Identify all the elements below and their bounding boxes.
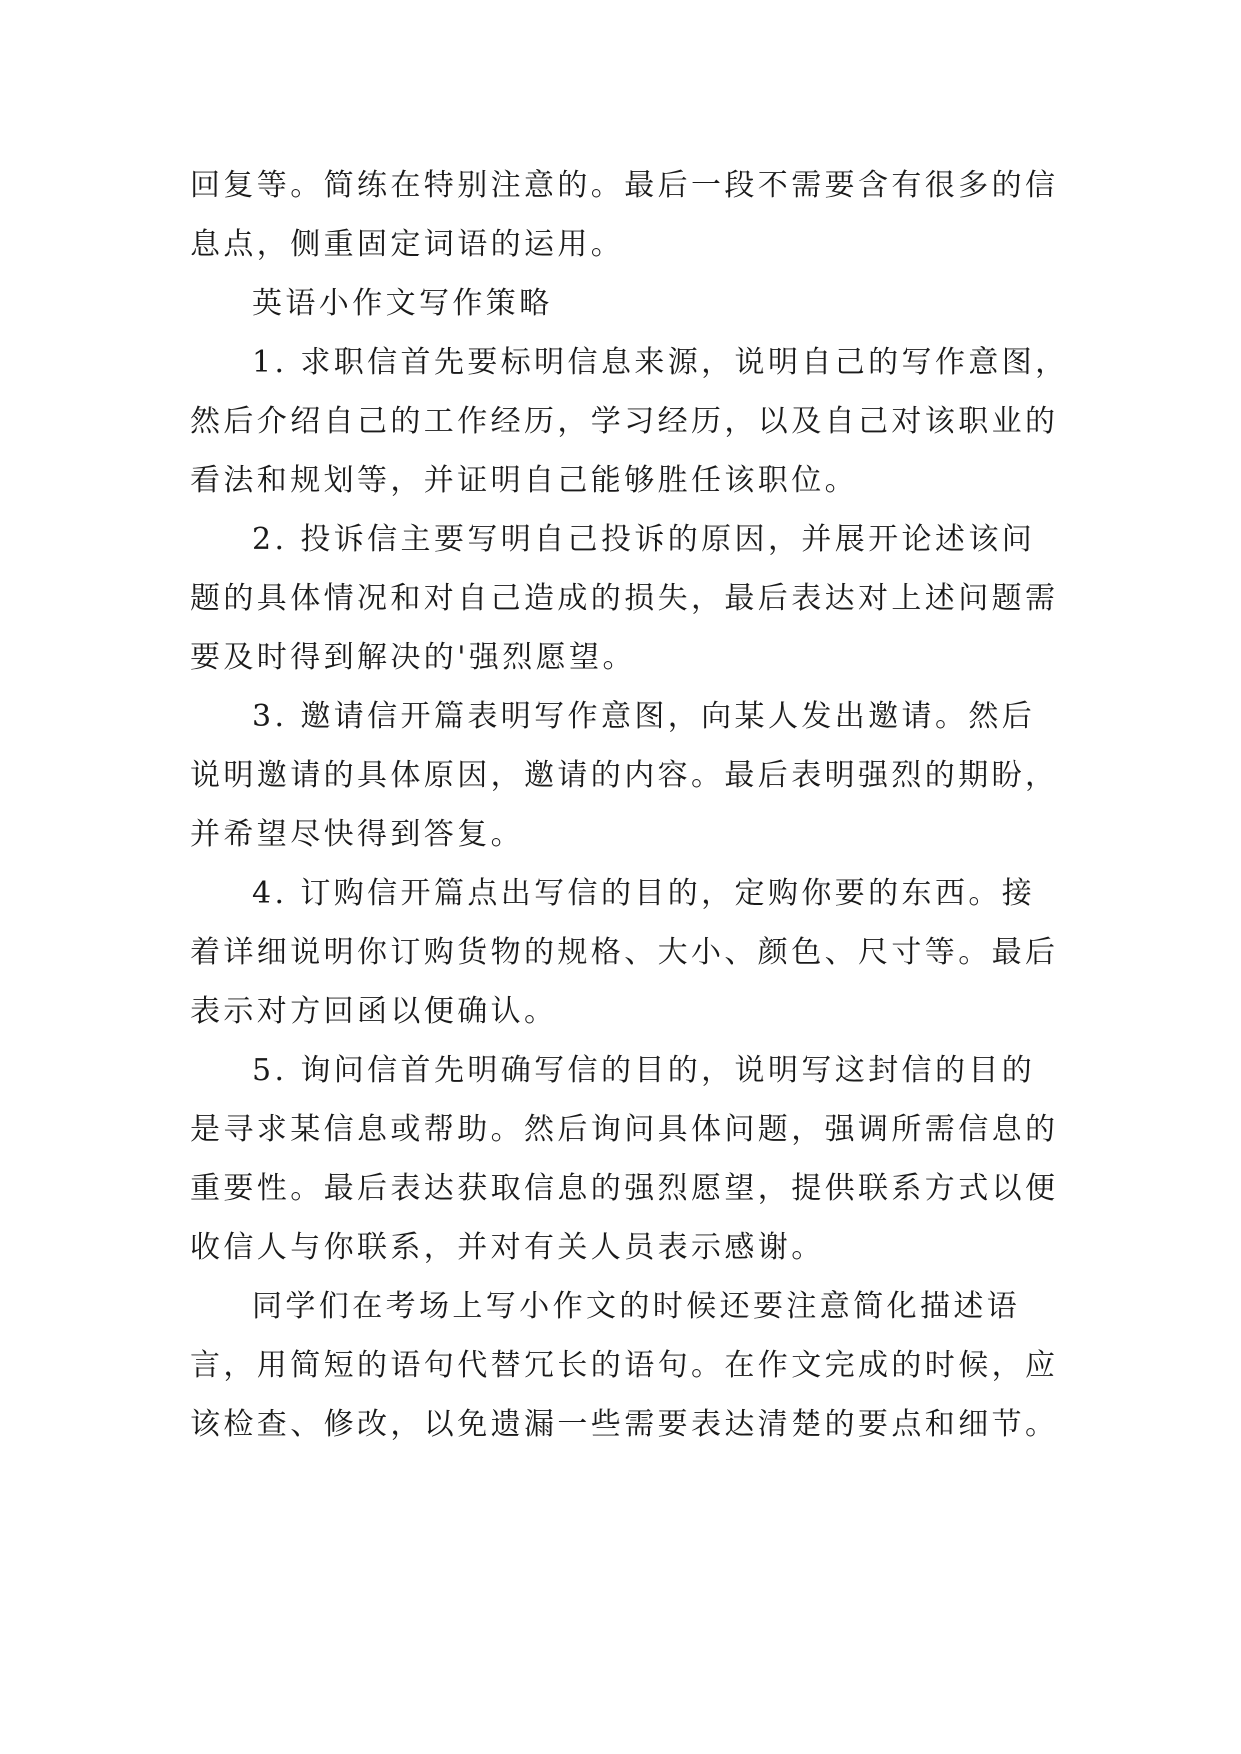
text-line: 4. 订购信开篇点出写信的目的，定购你要的东西。接: [252, 876, 1036, 911]
text-line: 是寻求某信息或帮助。然后询问具体问题，强调所需信息的: [190, 1112, 1059, 1147]
text-line: 看法和规划等，并证明自己能够胜任该职位。: [190, 463, 858, 498]
text-line: 收信人与你联系，并对有关人员表示感谢。: [190, 1230, 825, 1265]
text-line: 5. 询问信首先明确写信的目的，说明写这封信的目的: [252, 1053, 1036, 1088]
text-line: 同学们在考场上写小作文的时候还要注意简化描述语: [252, 1289, 1021, 1324]
text-line: 1. 求职信首先要标明信息来源，说明自己的写作意图，: [252, 345, 1069, 380]
text-line: 表示对方回函以便确认。: [190, 994, 558, 1029]
text-line: 要及时得到解决的'强烈愿望。: [190, 640, 636, 675]
text-line: 着详细说明你订购货物的规格、大小、颜色、尺寸等。最后: [190, 935, 1059, 970]
text-line: 回复等。简练在特别注意的。最后一段不需要含有很多的信: [190, 168, 1059, 203]
text-line: 言，用简短的语句代替冗长的语句。在作文完成的时候，应: [190, 1348, 1059, 1383]
text-line: 3. 邀请信开篇表明写作意图，向某人发出邀请。然后: [252, 699, 1036, 734]
text-line: 重要性。最后表达获取信息的强烈愿望，提供联系方式以便: [190, 1171, 1059, 1206]
text-line: 题的具体情况和对自己造成的损失，最后表达对上述问题需: [190, 581, 1059, 616]
text-line: 息点，侧重固定词语的运用。: [190, 227, 625, 262]
section-heading: 英语小作文写作策略: [252, 286, 553, 321]
text-line: 2. 投诉信主要写明自己投诉的原因，并展开论述该问: [252, 522, 1036, 557]
text-line: 说明邀请的具体原因，邀请的内容。最后表明强烈的期盼，: [190, 758, 1059, 793]
text-line: 然后介绍自己的工作经历，学习经历，以及自己对该职业的: [190, 404, 1059, 439]
body-text: [190, 156, 1070, 1454]
text-line: 该检查、修改，以免遗漏一些需要表达清楚的要点和细节。: [190, 1407, 1059, 1442]
text-line: 并希望尽快得到答复。: [190, 817, 524, 852]
